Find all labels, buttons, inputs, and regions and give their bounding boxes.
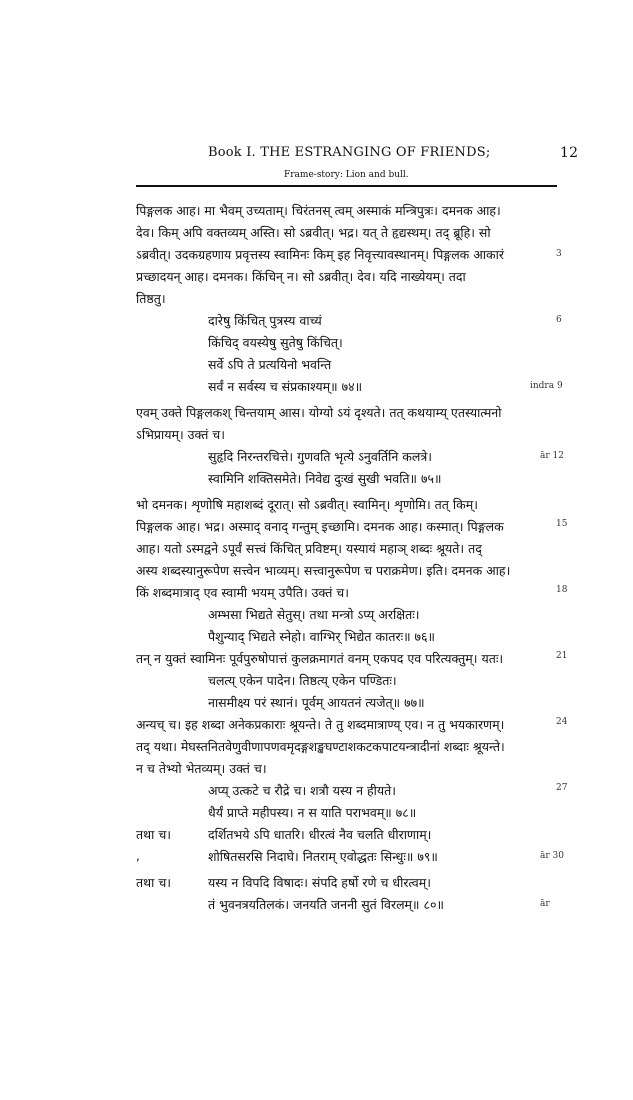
line-number: 27 (556, 783, 568, 793)
verse-line: स्वामिनि शक्तिसमेते। निवेद्य दुःखं सुखी भवति॥ ७५॥ (208, 471, 442, 486)
text-line: न च तेभ्यो भेतव्यम्। उक्तं च। (136, 761, 267, 776)
meter-label (540, 851, 564, 861)
meter-label (530, 381, 563, 391)
verse-line: अम्भसा भिद्यते सेतुस्। तथा मन्त्रो ऽप्य् अरक्षितः। (208, 607, 420, 622)
running-header (208, 145, 579, 161)
meter-name: indra (530, 381, 555, 391)
verse-line: चलत्य् एकेन पादेन। तिष्ठत्य् एकेन पण्डितः। (208, 673, 397, 688)
line-number: 24 (556, 717, 568, 727)
line-number: 9 (556, 381, 563, 391)
verse-line: दर्शितभये ऽपि धातरि। धीरत्वं नैव चलति धीराणाम्। (208, 827, 432, 842)
text-line: तिष्ठतु। (136, 291, 166, 306)
verse-line: नासमीक्ष्य परं स्थानं। पूर्वम् आयतनं त्यजेत्॥ ७७॥ (208, 695, 425, 710)
text-line: पिङ्गलक आह। मा भैवम् उच्यताम्। चिरंतनस् त्वम् अस्माकं मन्त्रिपुत्रः। दमनक आह। (136, 203, 501, 218)
verse-line: शोषितसरसि निदाघे। नितराम् एवोद्धतः सिन्धुः॥ ७९॥ (208, 849, 438, 864)
text-line: तन् न युक्तं स्वामिनः पूर्वपुरुषोपात्तं कुलक्रमागतं वनम् एकपद एव परित्यक्तुम्। यतः। (136, 651, 504, 666)
line-number: 3 (556, 249, 562, 259)
meter-name: ār (540, 899, 550, 909)
text-line: भो दमनक। शृणोषि महाशब्दं दूरात्। सो ऽब्रवीत्। स्वामिन्। शृणोमि। तत् किम्। (136, 497, 478, 512)
text-line: आह। यतो ऽस्मद्वने ऽपूर्वं सत्त्वं किंचित् प्रविष्टम्। यस्यायं महाञ् शब्दः श्रूयते। तद् (136, 541, 482, 556)
meter-label (540, 451, 564, 461)
text-line: किं शब्दमात्राद् एव स्वामी भयम् उपैति। उक्तं च। (136, 585, 349, 600)
margin-mark: , (136, 849, 140, 863)
text-line: तद् यथा। मेघस्तनितवेणुवीणापणवमृदङ्गशङ्खघण्टाशकटकपाटयन्त्रादीनां शब्दाः श्रूयन्ते। (136, 739, 505, 754)
section-label: तथा च। (136, 827, 171, 842)
line-number: 21 (556, 651, 568, 661)
section-label: तथा च। (136, 875, 171, 890)
line-number: 30 (552, 851, 564, 861)
header-rule (136, 185, 557, 187)
verse-line: सर्वे ऽपि ते प्रत्ययिनो भवन्ति (208, 357, 332, 372)
verse-line: दारेषु किंचित् पुत्रस्य वाच्यं (208, 313, 322, 328)
text-line: पिङ्गलक आह। भद्र। अस्माद् वनाद् गन्तुम् इच्छामि। दमनक आह। कस्मात्। पिङ्गलक (136, 519, 504, 534)
line-number: 6 (556, 315, 562, 325)
verse-line: किंचिद् वयस्येषु सुतेषु किंचित्। (208, 335, 343, 350)
text-line: एवम् उक्ते पिङ्गलकश् चिन्तयाम् आस। योग्यो ऽयं दृश्यते। तत् कथयाम्य् एतस्यात्मनो (136, 405, 502, 420)
meter-name: ār (540, 451, 550, 461)
text-line: प्रच्छादयन् आह। दमनक। किंचिन् न। सो ऽब्रवीत्। देव। यदि नाख्येयम्। तदा (136, 269, 466, 284)
page-number: 12 (560, 145, 579, 161)
verse-line: तं भुवनत्रयतिलकं। जनयति जननी सुतं विरलम्॥ ८०॥ (208, 897, 444, 912)
line-number: 18 (556, 585, 568, 595)
verse-line: पैशुन्याद् भिद्यते स्नेहो। वाग्भिर् भिद्येत कातरः॥ ७६॥ (208, 629, 436, 644)
text-line: देव। किम् अपि वक्तव्यम् अस्ति। सो ऽब्रवीत्। भद्र। यत् ते हृद्यस्थम्। तद् ब्रूहि। सो (136, 225, 491, 240)
line-number: 12 (552, 451, 564, 461)
verse-line: धैर्यं प्राप्ते महीपस्य। न स याति पराभवम्॥ ७८॥ (208, 805, 417, 820)
line-number: 15 (556, 519, 568, 529)
header-title: Book I. THE ESTRANGING OF FRIENDS; (208, 145, 491, 160)
text-line: ऽभिप्रायम्। उक्तं च। (136, 427, 225, 442)
verse-line: अप्य् उत्कटे च रौद्रे च। शत्रौ यस्य न हीयते। (208, 783, 397, 798)
text-line: अस्य शब्दस्यानुरूपेण सत्त्वेन भाव्यम्। सत्त्वानुरूपेण च पराक्रमेण। इति। दमनक आह। (136, 563, 511, 578)
verse-line: यस्य न विपदि विषादः। संपदि हर्षो रणे च धीरत्वम्। (208, 875, 431, 890)
text-line: ऽब्रवीत्। उदकग्रहणाय प्रवृत्तस्य स्वामिनः किम् इह निवृत्त्यावस्थानम्। पिङ्गलक आकारं (136, 247, 504, 262)
meter-name: ār (540, 851, 550, 861)
verse-line: सुहृदि निरन्तरचित्ते। गुणवति भृत्ये ऽनुवर्तिनि कलत्रे। (208, 449, 433, 464)
text-line: अन्यच् च। इह शब्दा अनेकप्रकाराः श्रूयन्ते। ते तु शब्दमात्राण्य् एव। न तु भयकारणम्। (136, 717, 505, 732)
running-subtitle: Frame-story: Lion and bull. (284, 170, 409, 180)
verse-line: सर्वं न सर्वस्य च संप्रकाश्यम्॥ ७४॥ (208, 379, 363, 394)
